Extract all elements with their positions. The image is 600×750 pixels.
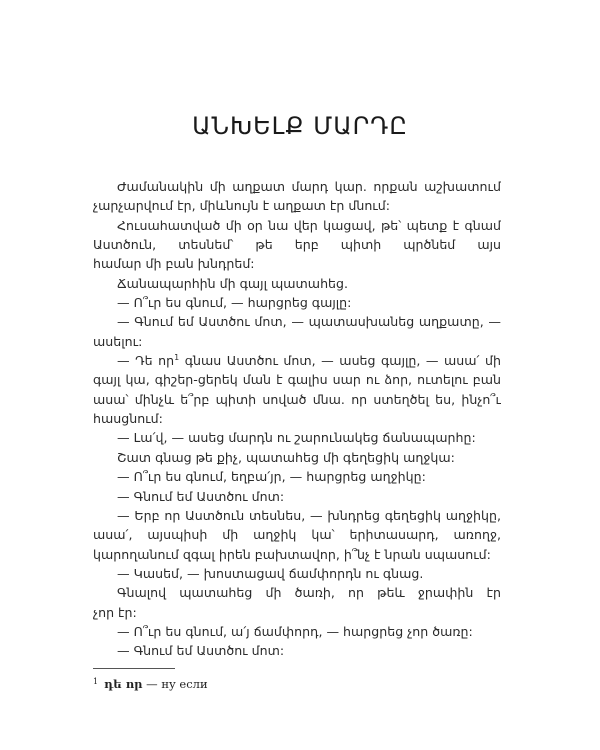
text-line: ասա՝ մինչև ե՞րբ պիտի սոված մնա. որ ստեղծել ես, ինչո՞ւ bbox=[93, 391, 501, 407]
paragraph bbox=[93, 467, 501, 486]
footnote-translation: — ну если bbox=[146, 677, 208, 691]
paragraph bbox=[93, 428, 501, 447]
text-line: ասելու: bbox=[93, 333, 143, 349]
footnote-mark: 1 bbox=[93, 677, 99, 686]
text-line: Շատ գնաց թե քիչ, պատահեց մի գեղեցիկ աղջկա: bbox=[117, 449, 455, 465]
text-line: — Երբ որ Աստծուն տեսնես, — խնդրեց գեղեցիկ աղջիկը, bbox=[117, 507, 501, 523]
text-line: Ճանապարհին մի գայլ պատահեց. bbox=[117, 275, 349, 291]
text-line: հասցնում: bbox=[93, 411, 163, 427]
text-segment: — Դե որ bbox=[117, 353, 175, 369]
text-line: Ժամանակին մի աղքատ մարդ կար. որքան աշխատում bbox=[117, 179, 501, 194]
text-line: գայլ կա, գիշեր-ցերեկ ման է գալիս սար ու ձոր, ուտելու բան bbox=[93, 372, 501, 388]
paragraph bbox=[93, 448, 501, 467]
text-line: — Ո՞ւր ես գնում, եղբա՛յր, — հարցրեց աղջիկը: bbox=[117, 469, 426, 485]
text-line: չարչարվում էր, միևնույն է աղքատ էր մնում: bbox=[93, 198, 390, 214]
footnote-divider bbox=[93, 668, 175, 669]
footnote bbox=[93, 677, 208, 691]
text-line: ասա՛, այսպիսի մի աղջիկ կա՝ երիտասարդ, առողջ, bbox=[93, 527, 501, 543]
footnote-term: դե որ bbox=[104, 677, 143, 691]
text-line: — Լա՛վ, — ասեց մարդն ու շարունակեց ճանապարհը: bbox=[117, 430, 476, 446]
paragraph bbox=[93, 583, 501, 622]
paragraph bbox=[93, 622, 501, 641]
text-line: — Գնում եմ Աստծու մոտ, — պատասխանեց աղքատը, — bbox=[117, 314, 501, 330]
paragraph bbox=[93, 312, 501, 351]
text-line: — Ո՞ւր ես գնում, ա՛յ ճամփորդ, — հարցրեց չոր ծառը: bbox=[117, 623, 473, 639]
paragraph bbox=[93, 487, 501, 506]
text-line: Գնալով պատահեց մի ծառի, որ թեև ջրափին էր bbox=[117, 585, 501, 601]
text-line bbox=[93, 351, 501, 370]
text-line: կարողանում զգալ իրեն բախտավոր, ի՞նչ է նրան սպասում: bbox=[93, 546, 491, 562]
text-line: — Ո՞ւր ես գնում, — հարցրեց գայլը: bbox=[117, 295, 352, 311]
text-line: Աստծուն, տեսնեմ՝ թե երբ պիտի պրծնեմ այս bbox=[93, 237, 501, 253]
paragraph bbox=[93, 177, 501, 216]
paragraph bbox=[93, 351, 501, 428]
text-line: չոր էր: bbox=[93, 604, 137, 620]
text-segment: գնաս Աստծու մոտ, — ասեց գայլը, — ասա՛ մի bbox=[184, 353, 501, 369]
paragraph bbox=[93, 564, 501, 583]
paragraph bbox=[93, 216, 501, 274]
paragraph bbox=[93, 506, 501, 564]
paragraph bbox=[93, 641, 501, 660]
text-line: — Գնում եմ Աստծու մոտ: bbox=[117, 643, 285, 659]
paragraph bbox=[93, 293, 501, 312]
paragraph bbox=[93, 274, 501, 293]
footnote-reference[interactable]: 1 bbox=[174, 352, 180, 362]
story-text bbox=[93, 177, 501, 661]
text-line: Հուսահատված մի օր նա վեր կացավ, թե՝ պետք է գնամ bbox=[117, 217, 501, 233]
page-title: ԱՆԽԵԼՔ ՄԱՐԴԸ bbox=[192, 112, 408, 140]
text-line: համար մի բան խնդրեմ: bbox=[93, 256, 255, 272]
text-line: — Կասեմ, — խոստացավ ճամփորդն ու գնաց. bbox=[117, 565, 424, 581]
text-line: — Գնում եմ Աստծու մոտ: bbox=[117, 488, 285, 504]
